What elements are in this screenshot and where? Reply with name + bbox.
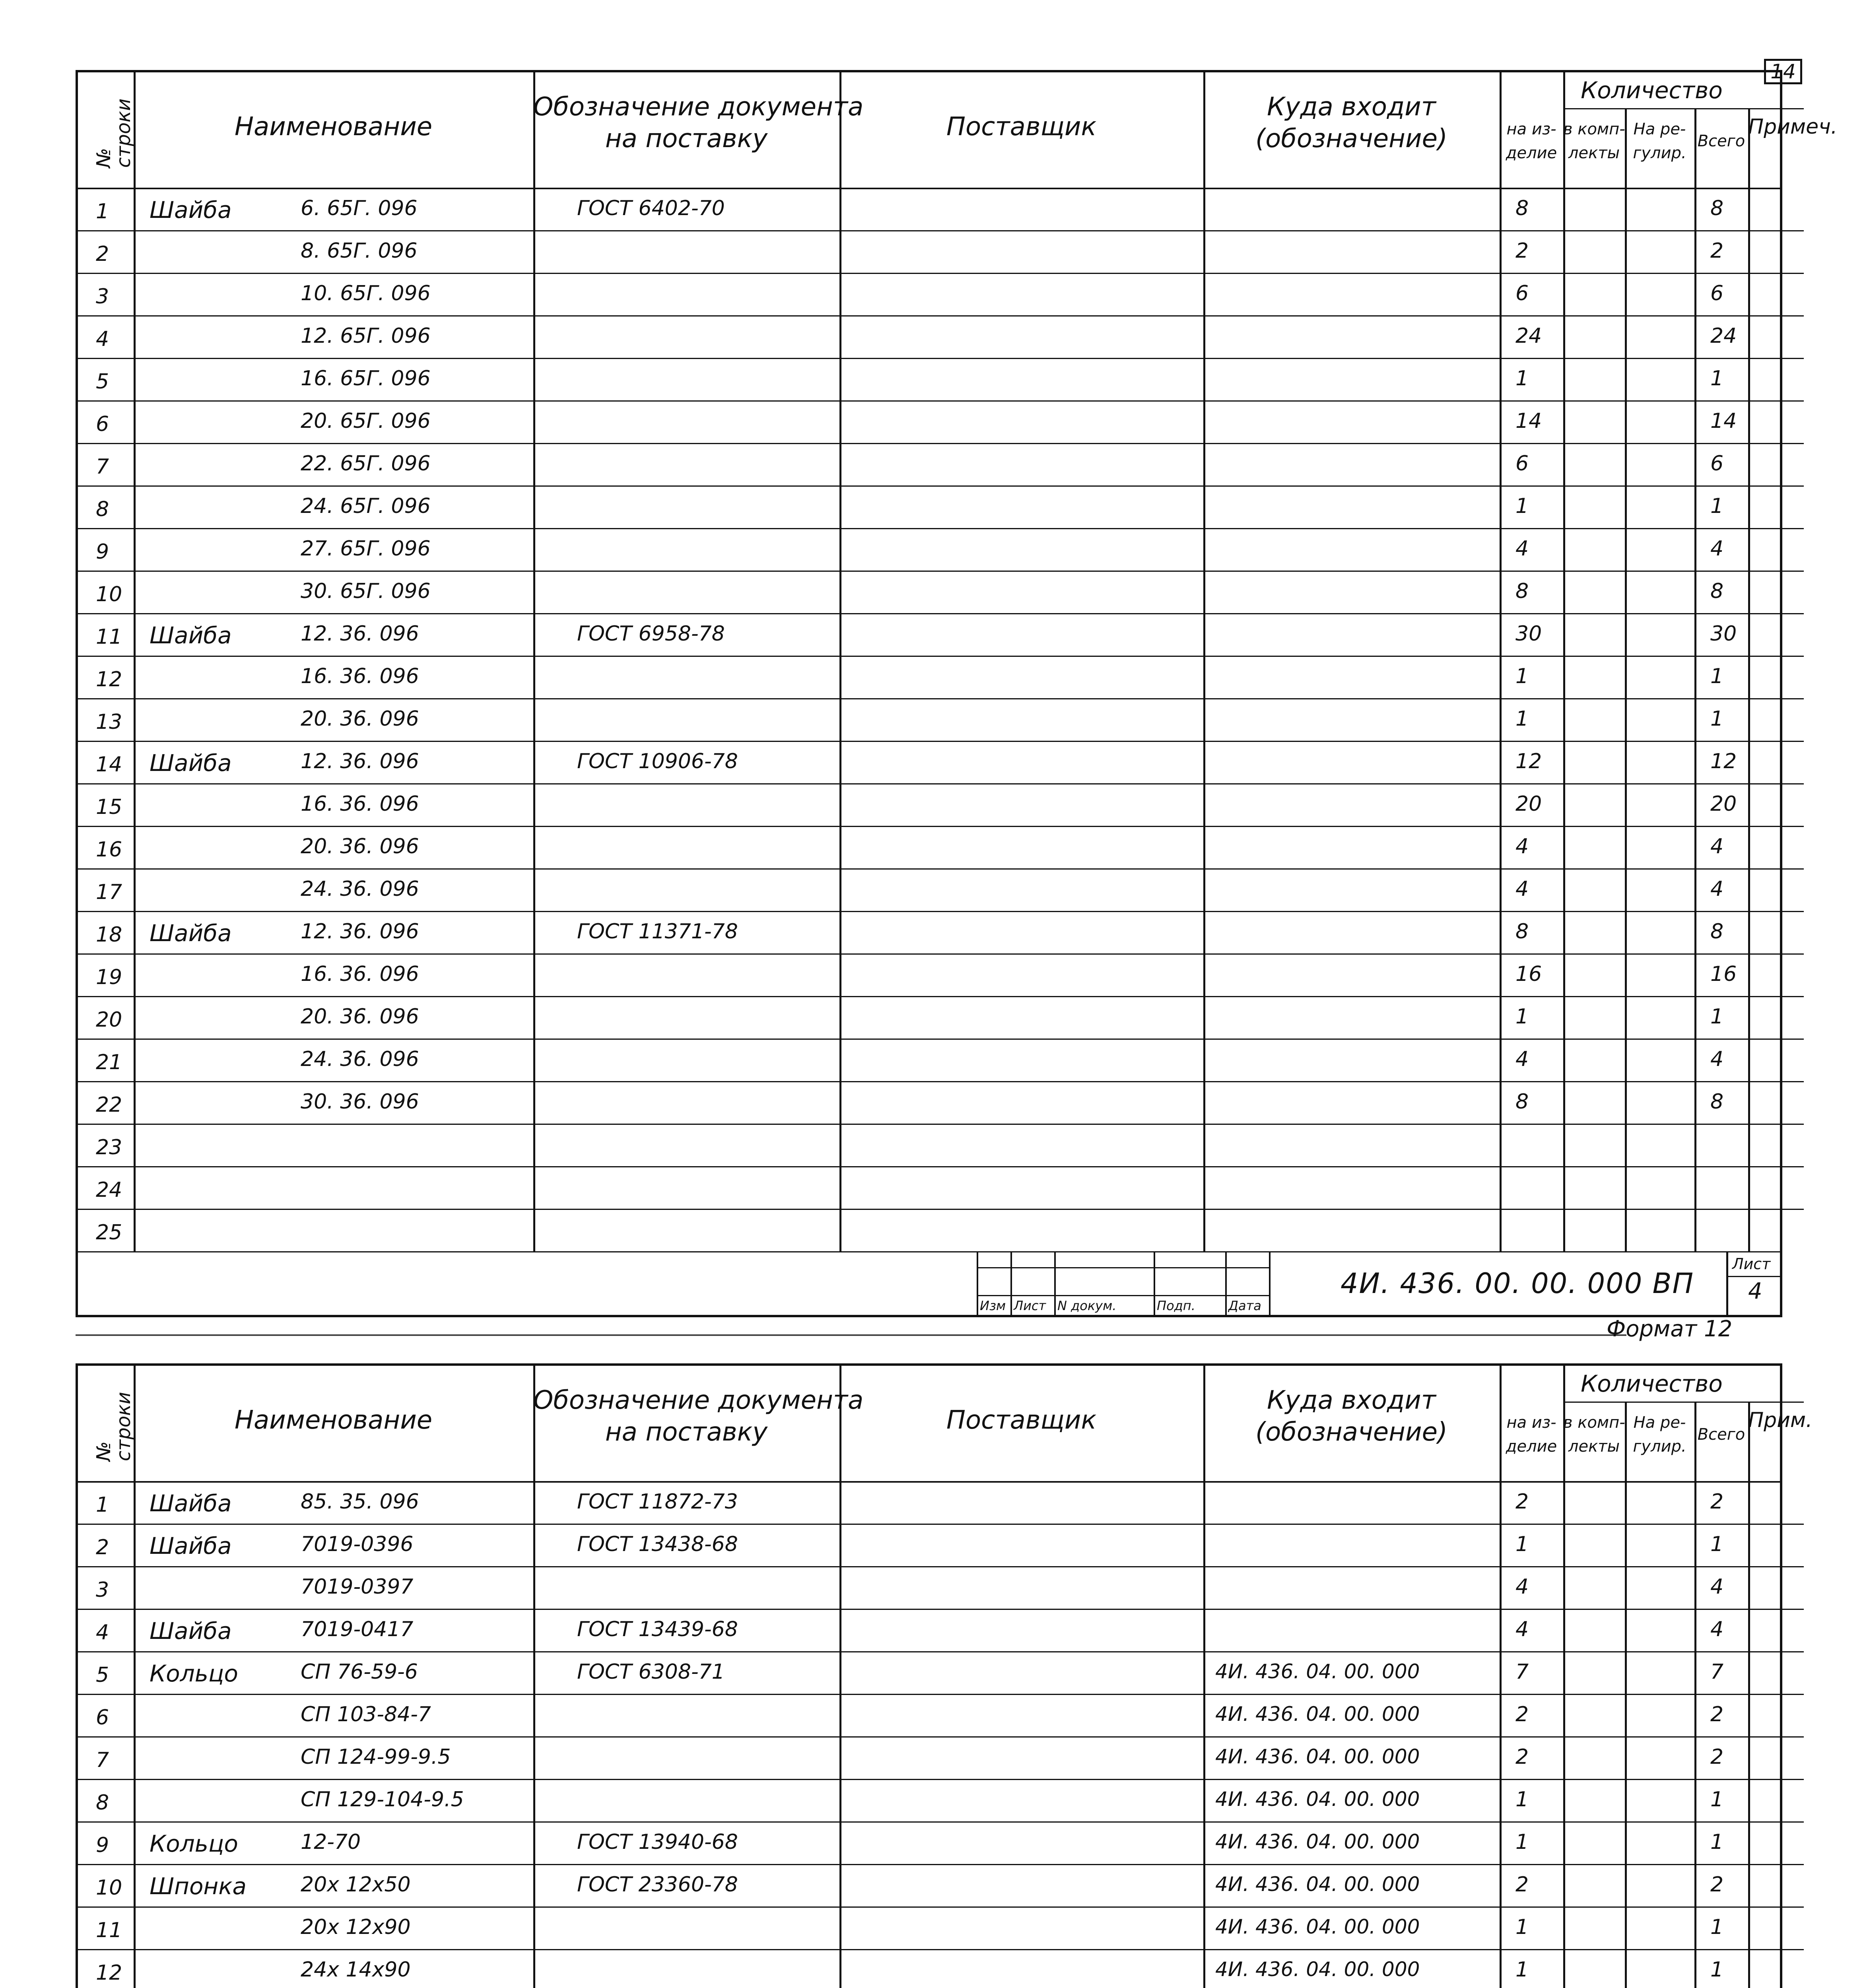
item-designation: 24. 65Г. 096 <box>301 494 431 518</box>
row-line <box>78 1039 1804 1040</box>
column-line <box>533 72 535 1251</box>
item-designation: 20. 65Г. 096 <box>301 409 431 433</box>
item-total: 8 <box>1710 579 1724 603</box>
item-name: Шайба <box>150 749 232 777</box>
item-designation: 20. 36. 096 <box>301 1005 419 1029</box>
row-number: 8 <box>96 1791 109 1815</box>
item-qty: 1 <box>1515 707 1529 731</box>
row-number: 7 <box>96 1748 109 1772</box>
item-designation: 12-70 <box>301 1830 361 1854</box>
item-qty: 8 <box>1515 196 1529 220</box>
sheet-number: 4 <box>1748 1278 1762 1304</box>
item-total: 2 <box>1710 239 1724 263</box>
item-designation: 7019-0397 <box>301 1575 414 1599</box>
stamp-column <box>977 1251 978 1315</box>
item-standard: ГОСТ 13940-68 <box>577 1830 738 1854</box>
row-line <box>78 1651 1804 1652</box>
item-standard: ГОСТ 13439-68 <box>577 1617 738 1641</box>
item-name: Шайба <box>150 1490 232 1517</box>
item-qty: 8 <box>1515 1090 1529 1114</box>
supplier-header: Поставщик <box>946 112 1097 142</box>
row-line <box>78 826 1804 827</box>
quantity-header: Количество <box>1581 1370 1723 1397</box>
stamp-row-line <box>977 1267 1269 1268</box>
document-code: 4И. 436. 00. 00. 000 ВП <box>1341 1267 1694 1300</box>
row-number: 19 <box>96 965 122 989</box>
row-line <box>78 996 1804 997</box>
row-number: 18 <box>96 923 122 947</box>
item-total: 2 <box>1710 1703 1724 1726</box>
item-qty: 1 <box>1515 664 1529 688</box>
item-designation: 12. 36. 096 <box>301 920 419 944</box>
row-number: 1 <box>96 1493 109 1517</box>
row-number: 13 <box>96 710 122 734</box>
item-designation: 7019-0396 <box>301 1532 414 1556</box>
item-total: 12 <box>1710 749 1737 773</box>
item-total: 1 <box>1710 1788 1724 1811</box>
item-designation: 12. 65Г. 096 <box>301 324 431 348</box>
item-total: 1 <box>1710 707 1724 731</box>
item-qty: 6 <box>1515 282 1529 305</box>
separator-line <box>76 1334 1626 1336</box>
quantity-group-line <box>1563 1402 1804 1403</box>
item-designation: 20х 12х90 <box>301 1915 411 1939</box>
where-header-line1: Куда входит <box>1267 92 1436 122</box>
qty-item-header-1: на из- <box>1506 120 1556 138</box>
row-number: 11 <box>96 625 122 649</box>
item-qty: 2 <box>1515 1745 1529 1769</box>
row-line <box>78 230 1804 231</box>
stamp-column <box>1010 1251 1012 1315</box>
item-assembly: 4И. 436. 04. 00. 000 <box>1215 1915 1420 1938</box>
item-qty: 1 <box>1515 1958 1529 1982</box>
item-total: 8 <box>1710 196 1724 220</box>
row-line <box>78 1906 1804 1908</box>
item-total: 8 <box>1710 920 1724 944</box>
item-designation: 20. 36. 096 <box>301 707 419 731</box>
qty-reg-header-2: гулир. <box>1633 1437 1686 1456</box>
row-number: 5 <box>96 1663 109 1687</box>
row-line <box>78 1124 1804 1125</box>
row-line <box>78 571 1804 572</box>
qty-kit-header-1: в комп- <box>1563 1413 1625 1432</box>
item-total: 1 <box>1710 1830 1724 1854</box>
item-assembly: 4И. 436. 04. 00. 000 <box>1215 1958 1420 1981</box>
row-line <box>78 1081 1804 1082</box>
where-header-line2: (обозначение) <box>1255 124 1447 153</box>
row-number: 7 <box>96 455 109 479</box>
item-designation: 12. 36. 096 <box>301 622 419 646</box>
row-number: 24 <box>96 1178 122 1202</box>
item-total: 14 <box>1710 409 1737 433</box>
stamp-label: Дата <box>1228 1298 1261 1313</box>
item-designation: 10. 65Г. 096 <box>301 282 431 305</box>
item-name: Шайба <box>150 1532 232 1559</box>
row-line <box>78 1209 1804 1210</box>
stamp-label: Подп. <box>1157 1298 1195 1313</box>
item-standard: ГОСТ 6402-70 <box>577 196 725 220</box>
doc-header-line2: на поставку <box>605 124 768 153</box>
column-line <box>1500 72 1502 1251</box>
item-qty: 20 <box>1515 792 1542 816</box>
row-line <box>78 443 1804 444</box>
qty-item-header-2: делие <box>1506 144 1557 162</box>
row-line <box>78 741 1804 742</box>
row-line <box>78 1609 1804 1610</box>
where-header-line1: Куда входит <box>1267 1386 1436 1415</box>
row-number: 3 <box>96 1578 109 1602</box>
item-qty: 1 <box>1515 494 1529 518</box>
row-line <box>78 1566 1804 1567</box>
item-qty: 4 <box>1515 1575 1529 1599</box>
row-line <box>78 953 1804 955</box>
item-qty: 1 <box>1515 1005 1529 1029</box>
row-line <box>78 911 1804 912</box>
item-total: 30 <box>1710 622 1737 646</box>
item-total: 1 <box>1710 1532 1724 1556</box>
item-total: 1 <box>1710 494 1724 518</box>
row-line <box>78 528 1804 529</box>
item-name: Шайба <box>150 622 232 649</box>
qty-item-header-2: делие <box>1506 1437 1557 1456</box>
row-number: 11 <box>96 1918 122 1942</box>
item-qty: 14 <box>1515 409 1542 433</box>
column-line <box>1748 108 1750 1251</box>
row-number: 6 <box>96 412 109 436</box>
row-number: 3 <box>96 285 109 309</box>
item-designation: 85. 35. 096 <box>301 1490 419 1514</box>
row-line <box>78 400 1804 402</box>
row-number: 21 <box>96 1050 122 1074</box>
item-designation: СП 103-84-7 <box>301 1703 431 1726</box>
item-assembly: 4И. 436. 04. 00. 000 <box>1215 1660 1420 1683</box>
item-total: 1 <box>1710 1005 1724 1029</box>
item-total: 1 <box>1710 664 1724 688</box>
header-line <box>78 1481 1780 1483</box>
item-total: 4 <box>1710 835 1724 858</box>
row-number-header: № строки <box>93 1392 135 1461</box>
item-total: 2 <box>1710 1490 1724 1514</box>
item-qty: 24 <box>1515 324 1542 348</box>
item-qty: 4 <box>1515 537 1529 561</box>
note-header: Примеч. <box>1748 115 1838 139</box>
doc-header-line1: Обозначение документа <box>533 92 864 122</box>
item-total: 4 <box>1710 537 1724 561</box>
item-designation: 30. 36. 096 <box>301 1090 419 1114</box>
row-line <box>78 1694 1804 1695</box>
row-line <box>78 656 1804 657</box>
row-number: 16 <box>96 838 122 862</box>
row-number: 6 <box>96 1706 109 1730</box>
qty-kit-header-2: лекты <box>1568 144 1620 162</box>
stamp-label: N докум. <box>1057 1298 1117 1313</box>
item-designation: 16. 36. 096 <box>301 962 419 986</box>
item-designation: 27. 65Г. 096 <box>301 537 431 561</box>
row-line <box>78 1166 1804 1167</box>
qty-reg-header-1: На ре- <box>1633 120 1686 138</box>
name-header: Наименование <box>234 112 433 142</box>
item-standard: ГОСТ 23360-78 <box>577 1873 738 1897</box>
stamp-column <box>1154 1251 1155 1315</box>
item-designation: 24. 36. 096 <box>301 1047 419 1071</box>
stamp-column <box>1225 1251 1227 1315</box>
row-number: 4 <box>96 1621 109 1644</box>
item-total: 4 <box>1710 1047 1724 1071</box>
item-qty: 30 <box>1515 622 1542 646</box>
item-total: 1 <box>1710 1915 1724 1939</box>
row-number: 15 <box>96 795 122 819</box>
item-total: 8 <box>1710 1090 1724 1114</box>
item-qty: 4 <box>1515 877 1529 901</box>
qty-total-header: Всего <box>1697 132 1745 150</box>
doc-header-line1: Обозначение документа <box>533 1386 864 1415</box>
item-qty: 1 <box>1515 1532 1529 1556</box>
row-number: 9 <box>96 540 109 564</box>
item-assembly: 4И. 436. 04. 00. 000 <box>1215 1703 1420 1726</box>
row-number: 12 <box>96 668 122 691</box>
item-total: 6 <box>1710 282 1724 305</box>
row-line <box>78 698 1804 699</box>
item-assembly: 4И. 436. 04. 00. 000 <box>1215 1745 1420 1768</box>
specification-sheet-1 <box>76 70 1838 1317</box>
item-designation: 7019-0417 <box>301 1617 414 1641</box>
item-designation: 16. 36. 096 <box>301 664 419 688</box>
item-assembly: 4И. 436. 04. 00. 000 <box>1215 1830 1420 1853</box>
row-number: 10 <box>96 582 122 606</box>
supplier-header: Поставщик <box>946 1406 1097 1435</box>
item-qty: 1 <box>1515 367 1529 390</box>
item-standard: ГОСТ 6958-78 <box>577 622 725 646</box>
item-designation: 22. 65Г. 096 <box>301 452 431 476</box>
row-number: 2 <box>96 242 109 266</box>
item-qty: 7 <box>1515 1660 1529 1684</box>
item-designation: 16. 36. 096 <box>301 792 419 816</box>
item-standard: ГОСТ 10906-78 <box>577 749 738 773</box>
item-total: 16 <box>1710 962 1737 986</box>
item-designation: 24. 36. 096 <box>301 877 419 901</box>
quantity-header: Количество <box>1581 77 1723 104</box>
item-qty: 2 <box>1515 1873 1529 1897</box>
item-name: Шайба <box>150 196 232 223</box>
row-line <box>78 1251 1780 1252</box>
item-designation: 20. 36. 096 <box>301 835 419 858</box>
item-assembly: 4И. 436. 04. 00. 000 <box>1215 1788 1420 1811</box>
item-qty: 1 <box>1515 1788 1529 1811</box>
item-name: Шпонка <box>150 1873 247 1900</box>
item-qty: 2 <box>1515 239 1529 263</box>
row-line <box>78 1736 1804 1738</box>
item-designation: СП 76-59-6 <box>301 1660 418 1684</box>
row-number: 12 <box>96 1961 122 1985</box>
row-number-header: № строки <box>93 98 135 168</box>
column-line <box>1563 1366 1565 1988</box>
sheet1-format: Формат 12 <box>1607 1316 1733 1342</box>
item-total: 1 <box>1710 367 1724 390</box>
column-line <box>1625 108 1627 1251</box>
row-line <box>78 1864 1804 1865</box>
row-line <box>78 1524 1804 1525</box>
item-designation: 20х 12х50 <box>301 1873 411 1897</box>
item-total: 4 <box>1710 1617 1724 1641</box>
item-name: Кольцо <box>150 1660 238 1687</box>
stamp-row-line <box>977 1295 1269 1296</box>
row-number: 9 <box>96 1833 109 1857</box>
item-standard: ГОСТ 11371-78 <box>577 920 738 944</box>
specification-sheet-2 <box>76 1363 1813 1988</box>
row-number: 1 <box>96 200 109 223</box>
item-designation: СП 129-104-9.5 <box>301 1788 464 1811</box>
column-line <box>134 72 136 1251</box>
item-standard: ГОСТ 11872-73 <box>577 1490 738 1514</box>
page-number: 14 <box>1764 59 1802 84</box>
item-qty: 6 <box>1515 452 1529 476</box>
item-designation: 16. 65Г. 096 <box>301 367 431 390</box>
item-qty: 1 <box>1515 1830 1529 1854</box>
column-line <box>1694 108 1696 1251</box>
row-number: 23 <box>96 1136 122 1159</box>
row-number: 17 <box>96 880 122 904</box>
row-number: 20 <box>96 1008 122 1032</box>
item-name: Кольцо <box>150 1830 238 1857</box>
row-line <box>78 1949 1804 1950</box>
item-qty: 2 <box>1515 1490 1529 1514</box>
item-qty: 4 <box>1515 1047 1529 1071</box>
row-number: 25 <box>96 1221 122 1244</box>
qty-total-header: Всего <box>1697 1425 1745 1444</box>
item-designation: СП 124-99-9.5 <box>301 1745 451 1769</box>
stamp-label: Изм <box>980 1298 1006 1313</box>
row-number: 8 <box>96 497 109 521</box>
item-standard: ГОСТ 13438-68 <box>577 1532 738 1556</box>
row-number: 4 <box>96 327 109 351</box>
item-qty: 4 <box>1515 1617 1529 1641</box>
item-qty: 8 <box>1515 920 1529 944</box>
row-number: 5 <box>96 370 109 394</box>
column-line <box>1203 72 1205 1251</box>
qty-reg-header-2: гулир. <box>1633 144 1686 162</box>
item-total: 2 <box>1710 1873 1724 1897</box>
stamp-label: Лист <box>1014 1298 1046 1313</box>
item-total: 4 <box>1710 1575 1724 1599</box>
item-qty: 1 <box>1515 1915 1529 1939</box>
qty-item-header-1: на из- <box>1506 1413 1556 1432</box>
item-total: 24 <box>1710 324 1737 348</box>
item-designation: 24х 14х90 <box>301 1958 411 1982</box>
stamp-column <box>1054 1251 1056 1315</box>
header-line <box>78 188 1780 189</box>
column-line <box>1500 1366 1502 1988</box>
item-designation: 30. 65Г. 096 <box>301 579 431 603</box>
quantity-group-line <box>1563 108 1804 109</box>
item-total: 1 <box>1710 1958 1724 1982</box>
note-header: Прим. <box>1748 1408 1813 1432</box>
stamp-column <box>1269 1251 1271 1315</box>
item-qty: 4 <box>1515 835 1529 858</box>
qty-reg-header-1: На ре- <box>1633 1413 1686 1432</box>
sheet-box-line <box>1726 1276 1780 1277</box>
column-line <box>1203 1366 1205 1988</box>
name-header: Наименование <box>234 1406 433 1435</box>
row-line <box>78 868 1804 870</box>
row-line <box>78 1821 1804 1823</box>
where-header-line2: (обозначение) <box>1255 1417 1447 1447</box>
row-line <box>78 358 1804 359</box>
item-total: 4 <box>1710 877 1724 901</box>
item-assembly: 4И. 436. 04. 00. 000 <box>1215 1873 1420 1896</box>
doc-header-line2: на поставку <box>605 1417 768 1447</box>
row-line <box>78 273 1804 274</box>
item-designation: 12. 36. 096 <box>301 749 419 773</box>
row-number: 2 <box>96 1536 109 1559</box>
row-line <box>78 613 1804 614</box>
item-total: 6 <box>1710 452 1724 476</box>
item-total: 7 <box>1710 1660 1724 1684</box>
row-line <box>78 783 1804 784</box>
item-standard: ГОСТ 6308-71 <box>577 1660 725 1684</box>
item-total: 20 <box>1710 792 1737 816</box>
row-line <box>78 315 1804 316</box>
column-line <box>533 1366 535 1988</box>
item-designation: 8. 65Г. 096 <box>301 239 418 263</box>
column-line <box>839 72 841 1251</box>
qty-kit-header-1: в комп- <box>1563 120 1625 138</box>
item-qty: 8 <box>1515 579 1529 603</box>
column-line <box>1563 72 1565 1251</box>
row-line <box>78 485 1804 487</box>
item-qty: 16 <box>1515 962 1542 986</box>
row-number: 14 <box>96 753 122 777</box>
column-line <box>839 1366 841 1988</box>
item-designation: 6. 65Г. 096 <box>301 196 418 220</box>
item-qty: 12 <box>1515 749 1542 773</box>
item-total: 2 <box>1710 1745 1724 1769</box>
item-name: Шайба <box>150 920 232 947</box>
qty-kit-header-2: лекты <box>1568 1437 1620 1456</box>
row-number: 22 <box>96 1093 122 1117</box>
row-number: 10 <box>96 1876 122 1900</box>
item-name: Шайба <box>150 1617 232 1644</box>
item-qty: 2 <box>1515 1703 1529 1726</box>
sheet-label: Лист <box>1732 1255 1771 1273</box>
row-line <box>78 1779 1804 1780</box>
